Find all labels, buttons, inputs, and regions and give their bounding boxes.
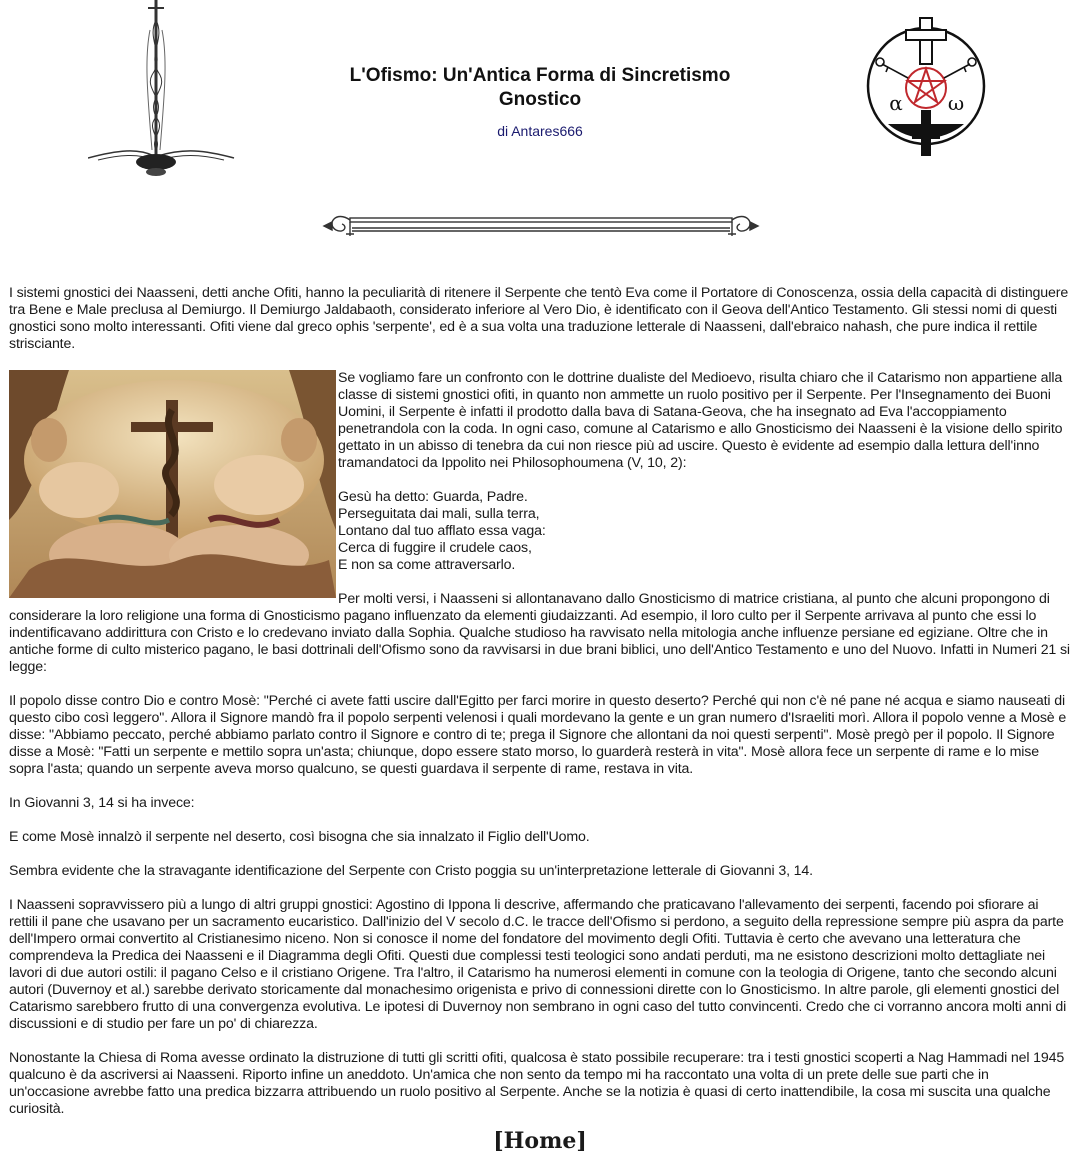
poem-line: Gesù ha detto: Guarda, Padre. [338, 489, 528, 505]
paragraph-giovanni-quote: E come Mosè innalzò il serpente nel deserto, così bisogna che sia innalzato il Figlio dell'Uomo. [9, 829, 590, 845]
cross-pentagram-keys-emblem [864, 16, 988, 156]
title-line-2: Gnostico [498, 89, 582, 110]
title-line-1: L'Ofismo: Un'Antica Forma di Sincretismo [349, 65, 731, 86]
paragraph-naasseni: Per molti versi, i Naasseni si allontanavano dallo Gnosticismo di matrice cristiana, al punto che alcuni propongono di considerare la loro religione una forma di Gnosticismo pagano influenzato da elementi giudaizzanti. Ad esempio, il loro culto per il Serpente arrivava al punto che essi lo indentificavano addirittura con Cristo e lo credevano inviato dalla Sophia. Qualche studioso ha ravvisato nella mitologia anche influenze persiane ed egiziane. Oltre che in antiche forme di culto misterico pagano, le basi dottrinali dell'Ofismo sono da ravvisarsi in due brani biblici, uno dell'Antico Testamento e uno del Nuovo. Infatti in Numeri 21 si legge: [9, 591, 1070, 675]
svg-text:α: α [889, 91, 903, 115]
article-body [9, 285, 1071, 1135]
paragraph-numbers-21: Il popolo disse contro Dio e contro Mosè: "Perché ci avete fatti uscire dall'Egitto per farci morire in questo deserto? Perché qui non c'è né pane né acqua e siamo nauseati di questo cibo così leggero". Allora il Signore mandò fra il popolo serpenti velenosi i quali mordevano la gente e un gran numero d'Israeliti morì. Allora il popolo venne a Mosè e disse: "Abbiamo peccato, perché abbiamo parlato contro il Signore e contro di te; prega il Signore che allontani da noi questi serpenti". Mosè pregò per il popolo. Il Signore disse a Mosè: "Fatti un serpente e mettilo sopra un'asta; chiunque, dopo essere stato morso, lo guarderà resterà in vita". Mosè allora fece un serpente di rame e lo mise sopra l'asta; quando un serpente aveva morso qualcuno, se questi guardava il serpente di rame, restava in vita. [9, 693, 1067, 777]
paragraph-catharism: Se vogliamo fare un confronto con le dottrine dualiste del Medioevo, risulta chiaro che il Catarismo non appartiene alla classe di sistemi gnostici ofiti, in quanto non ammette un ruolo positivo per il Serpente. Per l'Insegnamento dei Buoni Uomini, il Serpente è infatti il prodotto dalla bava di Satana-Geova, che ha insegnato ad Eva l'accoppiamento penetrandola con la coda. In ogni caso, comune al Catarismo e allo Gnosticismo dei Naasseni è la visione dello spirito gettato in un abisso di tenebra da cui non riesce più ad uscire. Questo è evidente ad esempio dalla lettura dell'inno tramandatoci da Ippolito nei Philosophoumena (V, 10, 2): [338, 370, 1063, 471]
paragraph-interpretation: Sembra evidente che la stravagante identificazione del Serpente con Cristo poggia su un'interpretazione letterale di Giovanni 3, 14. [9, 863, 813, 879]
paragraph-nag-hammadi: Nonostante la Chiesa di Roma avesse ordinato la distruzione di tutti gli scritti ofiti, qualcosa è stato possibile recuperare: tra i testi gnostici scoperti a Nag Hammadi nel 1945 qualcuno è da ascriversi ai Naasseni. Riporto infine un aneddoto. Un'amica che non sento da tempo mi ha raccontato una volta di un prete delle sue parti che in un'occasione avrebbe fatto una predica bizzarra attribuendo un ruolo positivo al Serpente. Anche se la notizia è quasi di certo inattendibile, la cosa mi suscita una qualche curiosità. [9, 1050, 1065, 1117]
paragraph-giovanni-intro: In Giovanni 3, 14 si ha invece: [9, 795, 195, 811]
winged-staff-icon [88, 0, 236, 180]
poem-line: Perseguitata dai mali, sulla terra, [338, 506, 540, 522]
author-byline: di Antares666 [497, 123, 583, 139]
renaissance-painting-illustration [9, 370, 336, 598]
poem-line: E non sa come attraversarlo. [338, 557, 516, 573]
paragraph-history: I Naasseni sopravvissero più a lungo di altri gruppi gnostici: Agostino di Ippona li descrive, affermando che praticavano l'allevamento dei serpenti, facendo poi sfiorare ai rettili il pane che usavano per un sacramento eucaristico. Dall'inizio del V secolo d.C. le tracce dell'Ofismo si perdono, a seguito della repressione sempre più aspra da parte dell'Impero ormai convertito al Cristianesimo niceno. Non si conosce il nome del fondatore del movimento degli Ofiti. Tuttavia è certo che avevano una letteratura che comprendeva la Predica dei Naasseni e il Diagramma degli Ofiti. Questi due complessi testi teologici sono andati perduti, ma ne esistono descrizioni molto dettagliate nei lavori di due autori ostili: il pagano Celso e il cristiano Origene. Tra l'altro, il Catarismo ha numerosi elementi in comune con la teologia di Origene, tanto che secondo alcuni autori (Duvernoy et al.) sarebbe derivato storicamente dal monachesimo origenista e privo di connessioni dirette con lo Gnosticismo. In altre parole, gli elementi gnostici del Catarismo sarebbero frutto di una convergenza evolutiva. Le ipotesi di Duvernoy non sembrano in ogni caso del tutto convincenti. Credo che ci vorranno ancora molti anni di discussioni e di studio per fare un po' di chiarezza. [9, 897, 1067, 1032]
home-link[interactable]: [Home] [493, 1128, 587, 1154]
poem-line: Lontano dal tuo afflato essa vaga: [338, 523, 546, 539]
poem-line: Cerca di fuggire il crudele caos, [338, 540, 532, 556]
ornamental-divider [322, 204, 760, 248]
article-header [300, 64, 780, 139]
paragraph-intro: I sistemi gnostici dei Naasseni, detti anche Ofiti, hanno la peculiarità di ritenere il Serpente che tentò Eva come il Portatore di Conoscenza, ossia della capacità di distinguere tra Bene e Male preclusa al Demiurgo. Il Demiurgo Jaldabaoth, considerato inferiore al Vero Dio, è identificato con il Geova dell'Antico Testamento. Gli stessi nomi di questi gnostici sono molto interessanti. Ofiti viene dal greco ophis 'serpente', ed è a sua volta una traduzione letterale di Naasseni, dall'ebraico nahash, che pure indica il rettile strisciante. [9, 285, 1069, 352]
page-title [300, 64, 780, 112]
svg-text:ω: ω [947, 91, 965, 115]
